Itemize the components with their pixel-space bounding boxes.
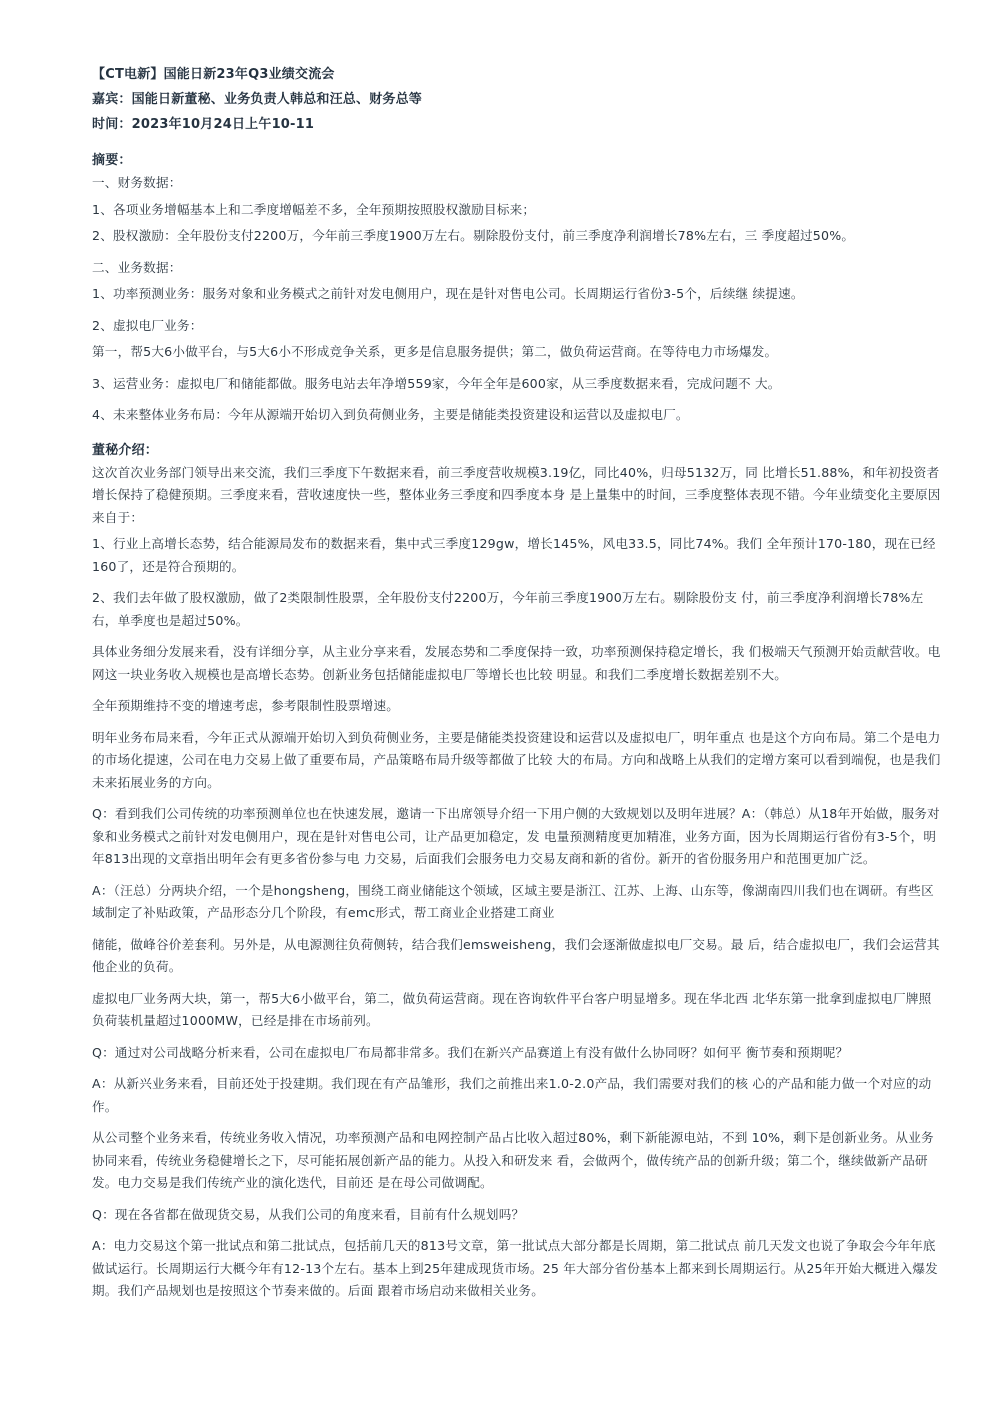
intro-paragraph-4: 具体业务细分发展来看，没有详细分享，从主业分享来看，发展态势和二季度保持一致，功率预测保持稳定增长，我 们极端天气预测开始贡献营收。电网这一块业务收入规模也是高增长态势。创新业务包括储能虚拟电厂等增长也比较 明显。和我们二季度增长数据差别不大。 [92, 644, 941, 682]
qa-answer-3: A：电力交易这个第一批试点和第二批试点，包括前几天的813号文章，第一批试点大部分都是长周期，第二批试点 前几天发文也说了争取会今年年底做试运行。长周期运行大概今年有12-13个左右。基本上到25年建成现货市场。25 年大部分省份基本上都来到长周期运行。从25年开始大概进入爆发期。我们产品规划也是按照这个节奏来做的。后面 跟着市场启动来做相关业务。 [92, 1238, 938, 1298]
guests-line: 嘉宾：国能日新董秘、业务负责人韩总和汪总、财务总等 [92, 92, 423, 107]
intro-heading: 董秘介绍： [92, 442, 159, 458]
qa-question-1: Q：看到我们公司传统的功率预测单位也在快速发展，邀请一下出席领导介绍一下用户侧的大致规划以及明年进展？A：（韩总）从18年开始做，服务对象和业务模式之前针对发电侧用户，现在是针对售电公司，让产品更加稳定，发 电量预测精度更加精准，业务方面，因为长周期运行省份有3-5个，明年813出现的文章指出明年会有更多省份参与电 力交易，后面我们会服务电力交易友商和新的省份。新开的省份服务用户和范围更加广泛。 [92, 806, 940, 866]
document-page [92, 62, 944, 1303]
intro-paragraph-3: 2、我们去年做了股权激励，做了2类限制性股票，全年股份支付2200万，今年前三季度1900万左右。剔除股份支 付，前三季度净利润增长78%左右，单季度也是超过50%。 [92, 590, 924, 628]
qa-question-2: Q：通过对公司战略分析来看，公司在虚拟电厂布局都非常多。我们在新兴产品赛道上有没有做什么协同呀？如何平 衡节奏和预期呢？ [92, 1044, 849, 1060]
summary-heading: 摘要： [92, 153, 132, 168]
qa-answer-1b: 储能，做峰谷价差套利。另外是，从电源测往负荷侧转，结合我们emsweisheng，我们会逐渐做虚拟电厂交易。最 后，结合虚拟电厂，我们会运营其他企业的负荷。 [92, 936, 940, 974]
document-title: 【CT电新】国能日新23年Q3业绩交流会 [92, 67, 335, 82]
business-item-2-title: 2、虚拟电厂业务： [92, 317, 203, 333]
business-item-4: 4、未来整体业务布局：今年从源端开始切入到负荷侧业务，主要是储能类投资建设和运营以及虚拟电厂。 [92, 407, 689, 422]
business-item-2-body: 第一，帮5大6小做平台，与5大6小不形成竞争关系，更多是信息服务提供；第二，做负荷运营商。在等待电力市场爆发。 [92, 344, 778, 359]
qa-answer-2b: 从公司整个业务来看，传统业务收入情况，功率预测产品和电网控制产品占比收入超过80%，剩下新能源电站，不到 10%，剩下是创新业务。从业务协同来看，传统业务稳健增长之下，尽可能拓展创新产品的能力。从投入和研发来 看，会做两个，做传统产品的创新升级；第二个，继续做新产品研发。电力交易是我们传统产业的演化迭代，目前还 是在母公司做调配。 [92, 1130, 934, 1190]
time-line: 时间：2023年10月24日上午10-11 [92, 117, 315, 132]
business-heading: 二、业务数据： [92, 259, 182, 275]
intro-paragraph-6: 明年业务布局来看，今年正式从源端开始切入到负荷侧业务，主要是储能类投资建设和运营以及虚拟电厂，明年重点 也是这个方向布局。第二个是电力的市场化提速，公司在电力交易上做了重要布局，产品策略布局升级等都做了比较 大的布局。方向和战略上从我们的定增方案可以看到端倪，也是我们未来拓展业务的方向。 [92, 729, 941, 790]
finance-heading: 一、财务数据： [92, 175, 182, 190]
business-item-1: 1、功率预测业务：服务对象和业务模式之前针对发电侧用户，现在是针对售电公司。长周期运行省份3-5个，后续继 续提速。 [92, 286, 804, 301]
intro-paragraph-5: 全年预期维持不变的增速考虑，参考限制性股票增速。 [92, 698, 400, 713]
qa-answer-1a: A：（汪总）分两块介绍，一个是hongsheng，围绕工商业储能这个领域，区域主要是浙江、江苏、上海、山东等，像湖南四川我们也在调研。有些区域制定了补贴政策，产品形态分几个阶段，有emc形式，帮工商业企业搭建工商业 [92, 882, 934, 920]
intro-paragraph-2: 1、行业上高增长态势，结合能源局发布的数据来看，集中式三季度129gw，增长145%，风电33.5，同比74%。我们 全年预计170-180，现在已经160了，还是符合预期的。 [92, 536, 936, 574]
finance-item-1: 1、各项业务增幅基本上和二季度增幅差不多，全年预期按照股权激励目标来； [92, 201, 536, 217]
business-item-3: 3、运营业务：虚拟电厂和储能都做。服务电站去年净增559家，今年全年是600家，从三季度数据来看，完成问题不 大。 [92, 375, 781, 391]
intro-paragraph-1: 这次首次业务部门领导出来交流，我们三季度下午数据来看，前三季度营收规模3.19亿，同比40%，归母5132万，同 比增长51.88%，和年初投资者增长保持了稳健预期。三季度来看，营收速度快一些，整体业务三季度和四季度本身 是上量集中的时间，三季度整体表现不错。今年业绩变化主要原因来自于： [92, 464, 941, 525]
qa-question-3: Q：现在各省都在做现货交易，从我们公司的角度来看，目前有什么规划吗？ [92, 1206, 525, 1222]
finance-item-2: 2、股权激励：全年股份支付2200万，今年前三季度1900万左右。剔除股份支付，前三季度净利润增长78%左右，三 季度超过50%。 [92, 228, 855, 243]
qa-answer-2a: A：从新兴业务来看，目前还处于投建期。我们现在有产品雏形，我们之前推出来1.0-2.0产品，我们需要对我们的核 心的产品和能力做一个对应的动作。 [92, 1076, 932, 1114]
qa-answer-1c: 虚拟电厂业务两大块，第一，帮5大6小做平台，第二，做负荷运营商。现在咨询软件平台客户明显增多。现在华北西 北华东第一批拿到虚拟电厂牌照负荷装机量超过1000MW，已经是排在市场前列。 [92, 990, 932, 1028]
